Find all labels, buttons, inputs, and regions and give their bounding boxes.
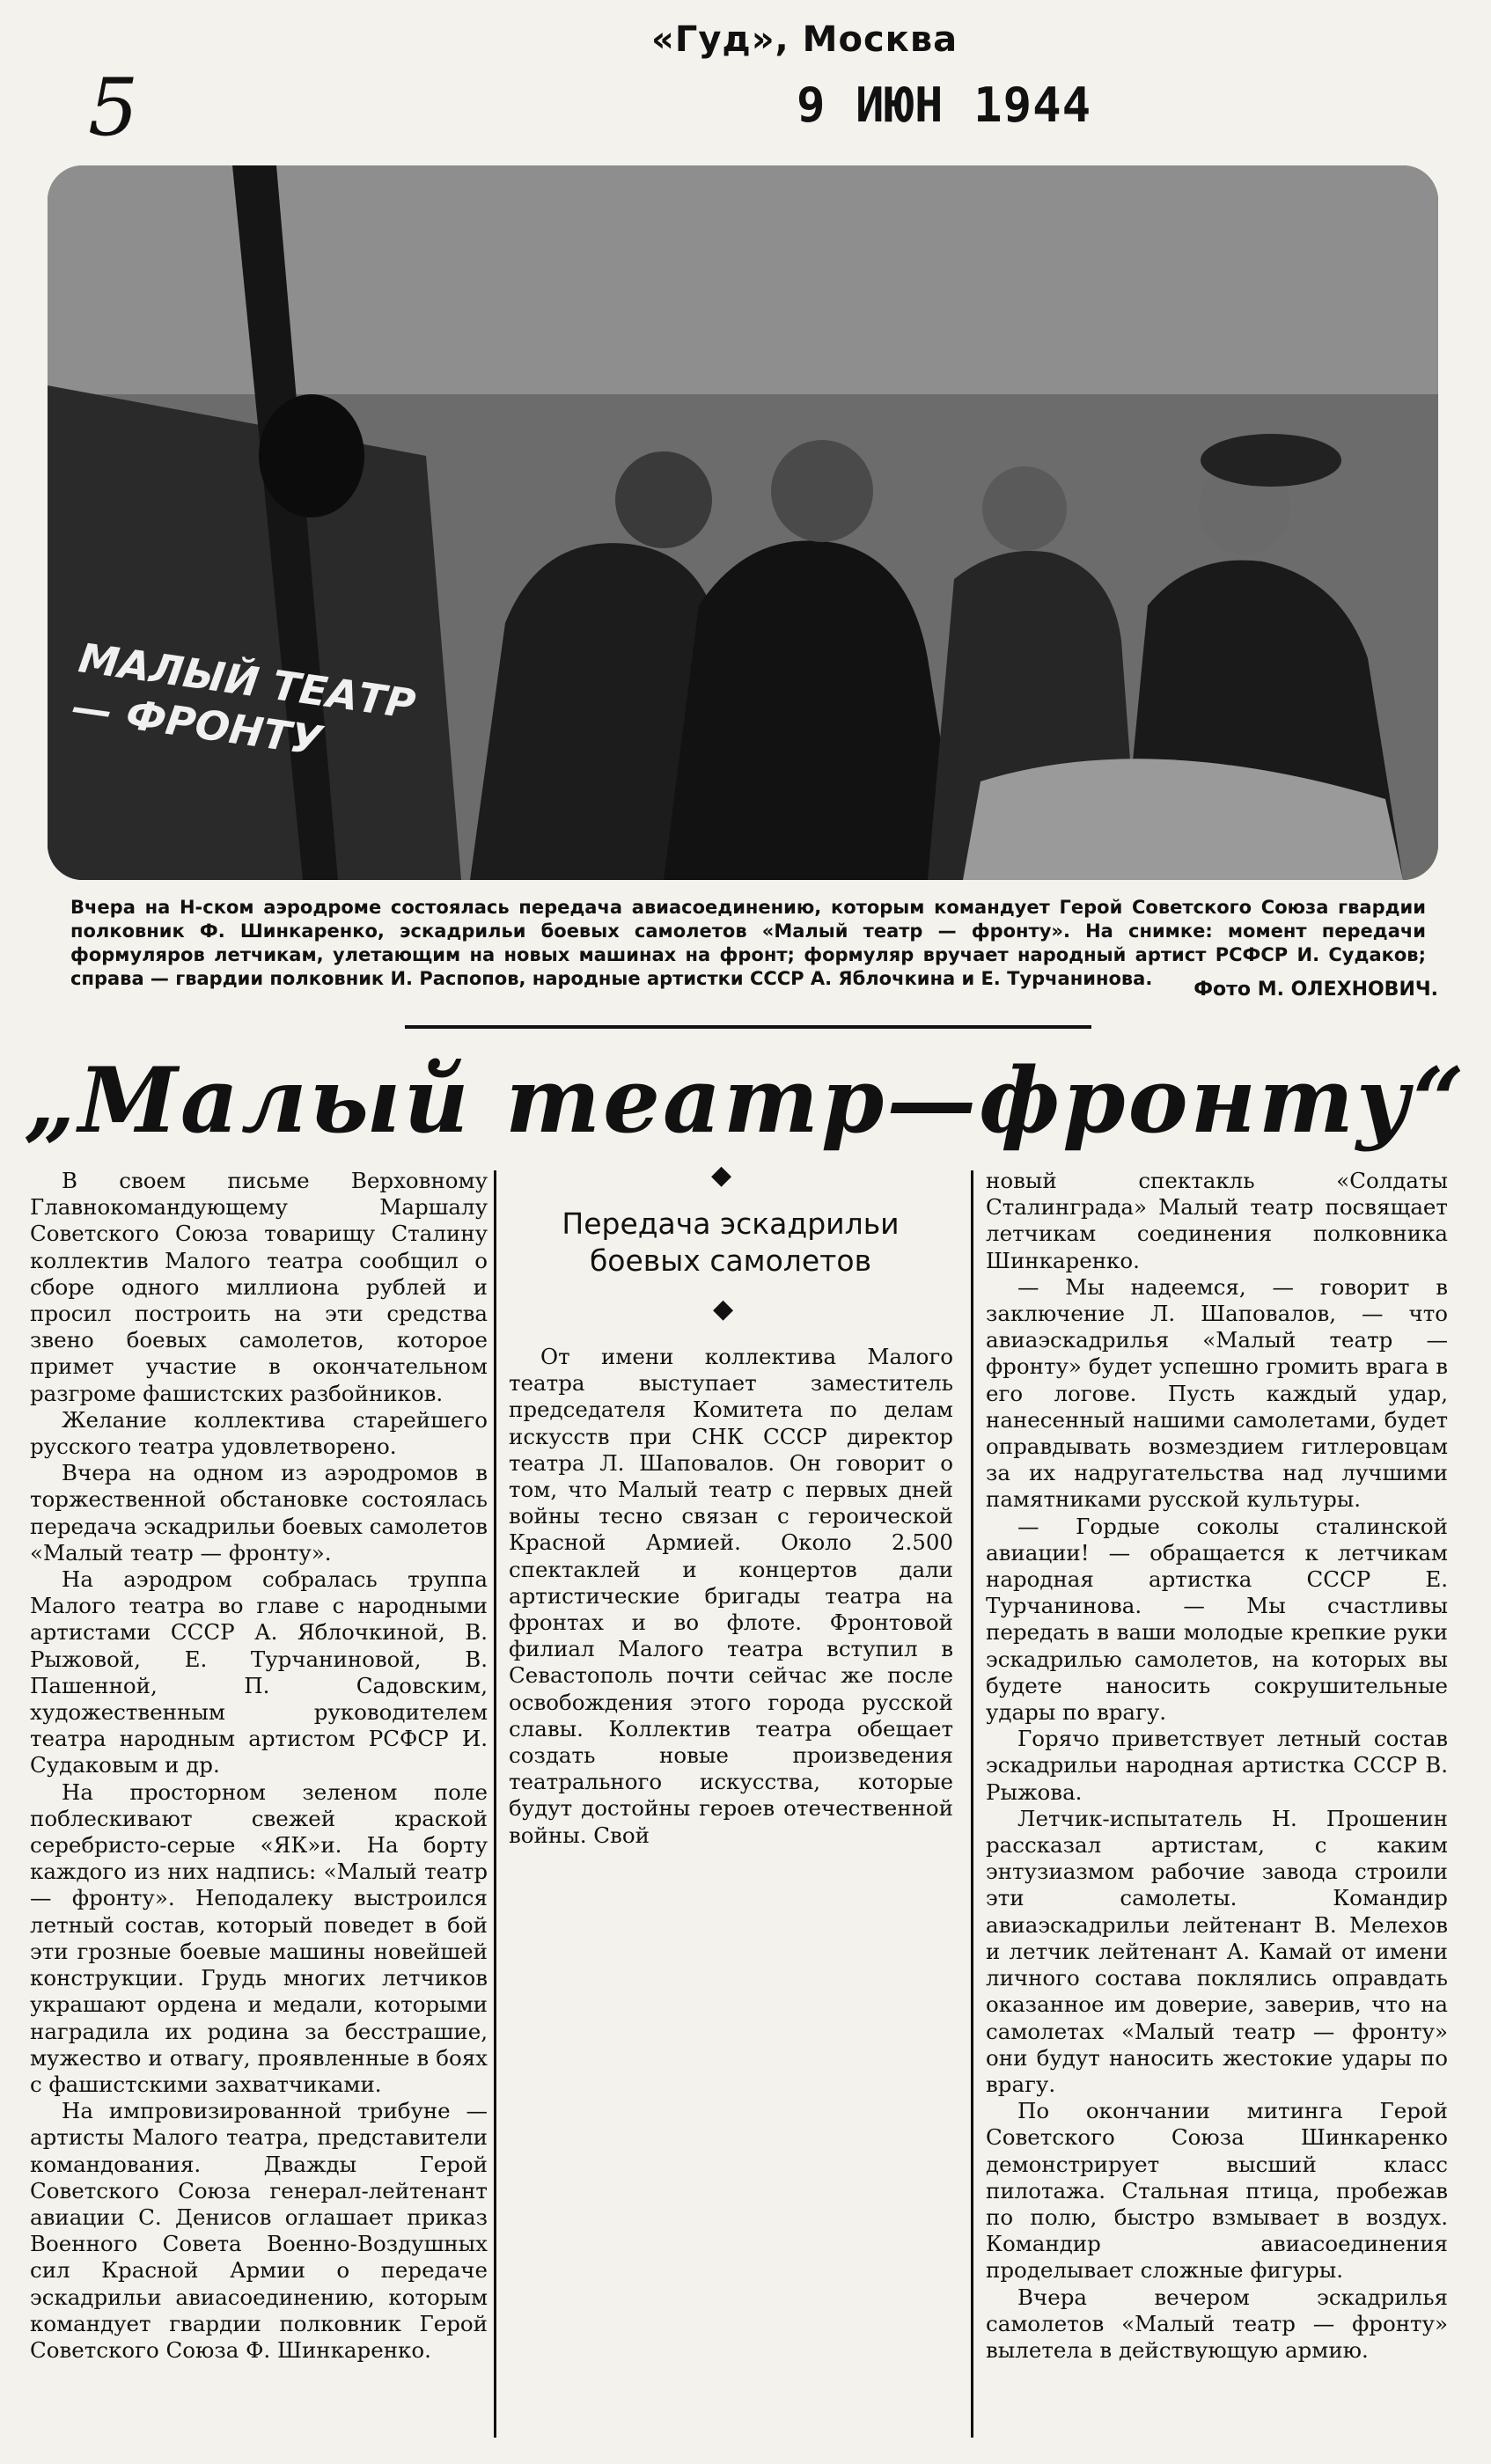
paragraph: Горячо приветствует летный состав эскадрильи народная артистка СССР В. Рыжова.	[986, 1726, 1448, 1805]
paragraph: — Мы надеемся, — говорит в заключение Л. Шаповалов, — что авиаэскадрилья «Малый театр — фронту» будет успешно громить врага в его логове. Пусть каждый удар, нанесенный нашими самолетами, будет оправдывать возмездием гитлеровцам за их надругательства над лучшими памятниками русской культуры.	[986, 1273, 1448, 1513]
headline-rule	[405, 1025, 1091, 1029]
paragraph: По окончании митинга Герой Советского Союза Шинкаренко демонстрирует высший класс пилотажа. Стальная птица, пробежав по полю, быстро взмывает в воздух. Командир авиасоединения проделывает сложные фигуры.	[986, 2098, 1448, 2284]
paragraph: новый спектакль «Солдаты Сталинграда» Малый театр посвящает летчикам соединения полковника Шинкаренко.	[986, 1168, 1448, 1273]
handwritten-mark: 5	[88, 62, 139, 154]
article-headline: „Малый театр—фронту“	[24, 1048, 1467, 1154]
paragraph: На просторном зеленом поле поблескивают свежей краской серебристо-серые «ЯК»и. На борту каждого из них надпись: «Малый театр — фронту». Неподалеку выстроился летный состав, который поведет в бой эти грозные боевые машины новейшей конструкции. Грудь многих летчиков украшают ордена и медали, которыми наградила их родина за бесстрашие, мужество и отвагу, проявленные в боях с фашистскими захватчиками.	[30, 1778, 488, 2097]
aircraft-banner-text: МАЛЫЙ ТЕАТР — ФРОНТУ	[69, 634, 419, 766]
paragraph: Вчера вечером эскадрилья самолетов «Малый театр — фронту» вылетела в действующую армию.	[986, 2284, 1448, 2363]
paragraph: От имени коллектива Малого театра выступает заместитель председателя Комитета по делам искусств при СНК СССР директор театра Л. Шаповалов. Он говорит о том, что Малый театр с первых дней войны тесно связан с героической Красной Армией. Около 2.500 спектаклей и концертов дали артистические бригады театра на фронтах и во флоте. Фронтовой филиал Малого театра вступил в Севастополь почти сейчас же после освобождения этого города русской славы. Коллектив театра обещает создать новые произведения театрального искусства, которые будут достойны героев отечественной войны. Свой	[509, 1344, 953, 1848]
paragraph: Летчик-испытатель Н. Прошенин рассказал артистам, с каким энтузиазмом рабочие завода строили эти самолеты. Командир авиаэскадрильи лейтенант В. Мелехов и летчик лейтенант А. Камай от имени личного состава поклялись оправдать оказанное им доверие, заверив, что на самолетах «Малый театр — фронту» они будут наносить жестокие удары по врагу.	[986, 1805, 1448, 2097]
paragraph: — Гордые соколы сталинской авиации! — обращается к летчикам народная артистка СССР Е. Турчанинова. — Мы счастливы передать в ваши молодые крепкие руки эскадрилью самолетов, на которых вы будете наносить сокрушительные удары по врагу.	[986, 1513, 1448, 1726]
column-divider	[494, 1170, 496, 2438]
article-column-3	[986, 1168, 1448, 2364]
paragraph: На импровизированной трибуне — артисты Малого театра, представители командования. Дважды Герой Советского Союза генерал-лейтенант авиации С. Денисов оглашает приказ Военного Совета Военно-Воздушных сил Красной Армии о передаче эскадрильи авиасоединению, которым командует гвардии полковник Герой Советского Союза Ф. Шинкаренко.	[30, 2098, 488, 2363]
paragraph: Желание коллектива старейшего русского театра удовлетворено.	[30, 1406, 488, 1460]
article-column-1	[30, 1168, 488, 2364]
article-column-2	[509, 1344, 953, 1849]
news-photo	[48, 165, 1438, 880]
paragraph: На аэродром собралась труппа Малого театра во главе с народными артистами СССР А. Яблочкиной, В. Рыжовой, Е. Турчаниновой, В. Пашенной, П. Садовским, художественным руководителем театра народным артистом РСФСР И. Судаковым и др.	[30, 1566, 488, 1778]
photo-illustration	[48, 165, 1438, 880]
paragraph: В своем письме Верховному Главнокомандующему Маршалу Советского Союза товарищу Сталину коллектив Малого театра сообщил о сборе одного миллиона рублей и просил построить на эти средства звено боевых самолетов, которое примет участие в окончательном разгроме фашистских разбойников.	[30, 1168, 488, 1406]
article-subhead: Передача эскадрильи боевых самолетов	[562, 1206, 900, 1278]
photo-credit: Фото М. ОЛЕХНОВИЧ.	[1194, 979, 1438, 1001]
newspaper-source: «Гуд», Москва	[651, 19, 958, 60]
photo-caption: Вчера на Н-ском аэродроме состоялась передача авиасоединению, которым командует Герой Советского Союза гвардии полковник Ф. Шинкаренко, эскадрильи боевых самолетов «Малый театр — фронту». На снимке: момент передачи формуляров летчикам, улетающим на новых машинах на фронт; формуляр вручает народный артист РСФСР И. Судаков; справа — гвардии полковник И. Распопов, народные артистки СССР А. Яблочкина и Е. Турчанинова.	[70, 897, 1426, 989]
ornament-diamond: ◆	[711, 1160, 732, 1191]
paragraph: Вчера на одном из аэродромов в торжественной обстановке состоялась передача эскадрильи боевых самолетов «Малый театр — фронту».	[30, 1460, 488, 1566]
ornament-diamond: ◆	[713, 1294, 734, 1324]
column-divider	[971, 1170, 973, 2438]
date-stamp: 9 ИЮН 1944	[797, 77, 1092, 133]
